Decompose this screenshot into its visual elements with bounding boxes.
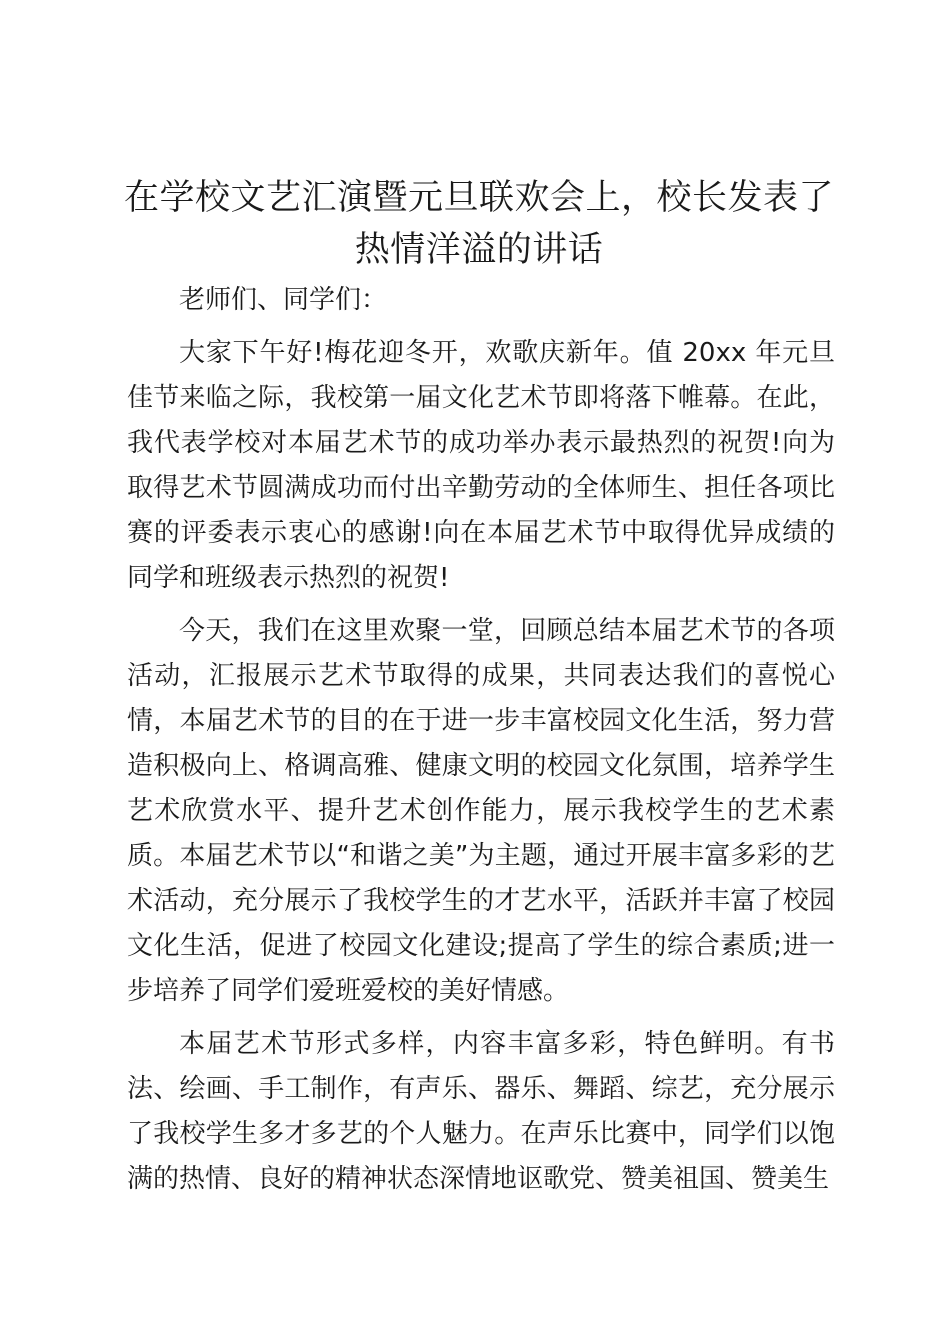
document-body bbox=[127, 278, 835, 1210]
paragraph-1: 大家下午好!梅花迎冬开，欢歌庆新年。值 20xx 年元旦佳节来临之际，我校第一届文化艺术节即将落下帷幕。在此，我代表学校对本届艺术节的成功举办表示最热烈的祝贺!向为取得艺术节圆满成功而付出辛勤劳动的全体师生、担任各项比赛的评委表示衷心的感谢!向在本届艺术节中取得优异成绩的同学和班级表示热烈的祝贺! bbox=[127, 338, 835, 593]
paragraph-3: 本届艺术节形式多样，内容丰富多彩，特色鲜明。有书法、绘画、手工制作，有声乐、器乐、舞蹈、综艺，充分展示了我校学生多才多艺的个人魅力。在声乐比赛中，同学们以饱满的热情、良好的精神状态深情地讴歌党、赞美祖国、赞美生 bbox=[127, 1029, 835, 1194]
document-title: 在学校文艺汇演暨元旦联欢会上，校长发表了热情洋溢的讲话 bbox=[123, 178, 834, 270]
paragraph-2: 今天，我们在这里欢聚一堂，回顾总结本届艺术节的各项活动，汇报展示艺术节取得的成果，共同表达我们的喜悦心情，本届艺术节的目的在于进一步丰富校园文化生活，努力营造积极向上、格调高雅、健康文明的校园文化氛围，培养学生艺术欣赏水平、提升艺术创作能力，展示我校学生的艺术素质。本届艺术节以“和谐之美”为主题，通过开展丰富多彩的艺术活动，充分展示了我校学生的才艺水平，活跃并丰富了校园文化生活，促进了校园文化建设;提高了学生的综合素质;进一步培养了同学们爱班爱校的美好情感。 bbox=[127, 616, 835, 1006]
salutation: 老师们、同学们： bbox=[179, 285, 388, 315]
